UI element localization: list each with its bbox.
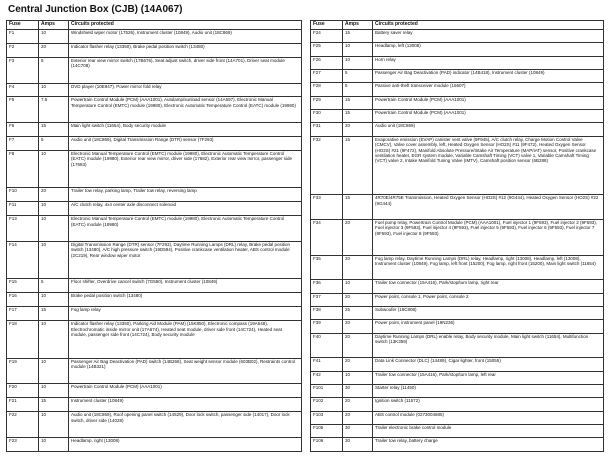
fuse-id: F42 <box>311 371 343 384</box>
fuse-circuits: Windshield wiper motor (17526), Instrument cluster (10849), Audio unit (18C869) <box>69 30 302 44</box>
fuse-id: F25 <box>311 43 343 56</box>
fuse-row <box>311 136 604 194</box>
fuse-row <box>7 43 302 57</box>
fuse-amps: 15 <box>343 110 373 123</box>
fuse-id: F106 <box>311 438 343 452</box>
fuse-row <box>311 320 604 333</box>
fuse-id: F29 <box>311 96 343 109</box>
fuse-amps: 20 <box>343 219 373 255</box>
fuse-circuits: Powertrain Control Module (PCM) (AAA1001) <box>373 110 604 123</box>
fuse-circuits: Horn relay <box>373 56 604 69</box>
header-circuits: Circuits protected <box>69 21 302 30</box>
fuse-row <box>311 425 604 438</box>
fuse-id: F2 <box>7 43 39 57</box>
fuse-id: F103 <box>311 411 343 424</box>
fuse-table-left <box>6 20 302 452</box>
fuse-id: F18 <box>7 321 39 358</box>
fuse-row <box>311 219 604 255</box>
fuse-circuits: Floor shifter, Overdrive cancel switch (7G550), Instrument cluster (10849) <box>69 279 302 293</box>
fuse-circuits: Audio unit (18C869) <box>373 123 604 136</box>
fuse-id: F23 <box>7 437 39 451</box>
fuse-circuits: Main light switch (11654), Body security module <box>69 123 302 137</box>
fuse-circuits: Headlamp, right (13008) <box>69 437 302 451</box>
fuse-row <box>7 398 302 412</box>
fuse-amps: 30 <box>343 438 373 452</box>
fuse-amps: 10 <box>39 216 69 242</box>
fuse-row <box>311 398 604 411</box>
fuse-circuits: Trailer electronic brake control module <box>373 425 604 438</box>
fuse-row <box>7 358 302 384</box>
fuse-id: F15 <box>7 279 39 293</box>
fuse-circuits: Indicator flasher relay (13350), Brake pedal position switch (13480) <box>69 43 302 57</box>
fuse-amps: 20 <box>343 358 373 371</box>
fuse-id: F37 <box>311 293 343 306</box>
fuse-amps: 10 <box>39 241 69 278</box>
fuse-id: F102 <box>311 398 343 411</box>
fuse-row <box>311 411 604 424</box>
fuse-amps: 10 <box>39 150 69 187</box>
fuse-row <box>7 123 302 137</box>
fuse-amps: 10 <box>39 83 69 97</box>
fuse-row <box>7 384 302 398</box>
fuse-circuits: Trailer tow relay, parking lamp, Trailer tow relay, reversing lamp <box>69 188 302 202</box>
fuse-row <box>7 97 302 123</box>
fuse-amps: 20 <box>343 255 373 280</box>
fuse-id: F26 <box>311 56 343 69</box>
header-amps: Amps <box>39 21 69 30</box>
fuse-id: F33 <box>311 195 343 220</box>
fuse-amps: 5 <box>343 70 373 83</box>
fuse-circuits: Power point, instrument panel (19N236) <box>373 320 604 333</box>
fuse-amps: 25 <box>343 307 373 320</box>
fuse-row <box>7 279 302 293</box>
fuse-row <box>7 321 302 358</box>
fuse-amps: 20 <box>39 188 69 202</box>
fuse-amps: 10 <box>39 321 69 358</box>
fuse-row <box>311 70 604 83</box>
fuse-row <box>7 30 302 44</box>
fuse-row <box>7 150 302 187</box>
fuse-id: F32 <box>311 136 343 194</box>
fuse-amps: 7.5 <box>39 97 69 123</box>
fuse-amps: 20 <box>343 293 373 306</box>
fuse-row <box>311 110 604 123</box>
page-title: Central Junction Box (CJB) (14A067) <box>8 4 183 15</box>
fuse-id: F10 <box>7 188 39 202</box>
fuse-id: F19 <box>7 358 39 384</box>
fuse-table-right <box>310 20 604 452</box>
fuse-row <box>7 437 302 451</box>
fuse-circuits: Trailer tow connector (15A416), Park/stop/turn lamp, left rear <box>373 371 604 384</box>
fuse-id: F34 <box>311 219 343 255</box>
fuse-id: F8 <box>7 150 39 187</box>
fuse-amps: 15 <box>39 398 69 412</box>
fuse-amps: 20 <box>343 333 373 358</box>
fuse-row <box>311 96 604 109</box>
fuse-id: F3 <box>7 57 39 83</box>
fuse-amps: 15 <box>343 96 373 109</box>
fuse-circuits: Powertrain Control Module (PCM) (AAA1001) <box>373 96 604 109</box>
fuse-amps: 10 <box>39 202 69 216</box>
fuse-amps: 10 <box>39 358 69 384</box>
fuse-circuits: Electronic Manual Temperature Control (EMTC) module (19980), Electronic Automatic Temperature Control (EATC) module (19980) <box>69 216 302 242</box>
fuse-row <box>311 195 604 220</box>
fuse-id: F105 <box>311 425 343 438</box>
fuse-id: F14 <box>7 241 39 278</box>
fuse-row <box>7 83 302 97</box>
fuse-amps: 30 <box>343 425 373 438</box>
fuse-amps: 30 <box>343 385 373 398</box>
header-fuse: Fuse <box>7 21 39 30</box>
fuse-id: F16 <box>7 293 39 307</box>
fuse-row <box>7 202 302 216</box>
fuse-row <box>311 438 604 452</box>
fuse-row <box>311 307 604 320</box>
fuse-amps: 5 <box>39 57 69 83</box>
fuse-row <box>311 255 604 280</box>
fuse-circuits: ABS control module (0273004685) <box>373 411 604 424</box>
fuse-id: F20 <box>7 384 39 398</box>
fuse-circuits: DVD player (10E947), Power mirror fold relay <box>69 83 302 97</box>
fuse-circuits: Fuel pump relay, Powertrain Control Module (PCM) (AAA1001), Fuel injector 1 (9F593), Fuel injector 2 (9F593), Fuel injector 3 (9F593), Fuel injector 4 (9F593), Fuel injector 5 (9F593), Fuel injector 6 (9F593), Fuel injector 7 (9F593), Fuel injector 8 (9F593) <box>373 219 604 255</box>
fuse-id: F41 <box>311 358 343 371</box>
fuse-circuits: Powertrain Control Module (PCM) (AAA1001), Autolamp/sunload sensor (14A597), Electronic Manual Temperature Control (EMTC) module (19980), Electronic Automatic Temperature Control (EATC) module (19980) <box>69 97 302 123</box>
fuse-row <box>7 241 302 278</box>
fuse-amps: 5 <box>39 279 69 293</box>
fuse-rows-left <box>7 30 302 452</box>
fuse-row <box>311 280 604 293</box>
fuse-circuits: Passenger Air Bag Deactivation (PAD) switch (14B268), Seat weight sensor module (603B02), Restraints control module (14B321) <box>69 358 302 384</box>
fuse-circuits: Power point, console 1, Power point, console 2 <box>373 293 604 306</box>
header-amps: Amps <box>343 21 373 30</box>
fuse-circuits: Starter relay (11450) <box>373 385 604 398</box>
fuse-amps: 20 <box>343 411 373 424</box>
fuse-circuits: Fog lamp relay, Daytime Running Lamps (DRL) relay, Headlamp, right (13008), Headlamp, left (13008), Instrument cluster (10849), Fog lamp, left front (15200), Fog lamp, right front (15200), Main light switch (11654) <box>373 255 604 280</box>
fuse-id: F6 <box>7 123 39 137</box>
fuse-amps: 10 <box>343 371 373 384</box>
fuse-circuits: Electronic Manual Temperature Control (EMTC) module (19980), Electronic Automatic Temperature Control (EATC) module (19980), Exterior rear view mirror, driver side (17682), Exterior rear view mirror, passenger side (17683) <box>69 150 302 187</box>
fuse-id: F22 <box>7 412 39 438</box>
fuse-amps: 5 <box>343 83 373 96</box>
fuse-circuits: Fog lamp relay <box>69 307 302 321</box>
fuse-circuits: Passenger Air Bag Deactivation (PAD) indicator (14B418), Instrument cluster (10849) <box>373 70 604 83</box>
fuse-id: F101 <box>311 385 343 398</box>
fuse-row <box>7 216 302 242</box>
fuse-row <box>311 83 604 96</box>
fuse-amps: 15 <box>343 195 373 220</box>
fuse-row <box>311 371 604 384</box>
fuse-amps: 10 <box>39 384 69 398</box>
fuse-circuits: Evaporative emission (EVAP) canister vent valve (9F945), A/C clutch relay, Charge Motion Control Valve (CMCV), Valve cover assembly, left, Heated Oxygen Sensor (HO2S) #11 (9F472), Heated Oxygen Sensor (HO2S) #21 (9F472), Manifold Absolute Pressure/Intake Air Temperature (MAP/IAT) sensor, Positive crankcase ventilation heater, EGR system module, Variable Camshaft Timing (VCT) valve 1, Variable Camshaft Timing (VCT) valve 2, Intake Manifold Tuning Valve (IMTV), Camshaft position sensor (6B288) <box>373 136 604 194</box>
fuse-circuits: Instrument cluster (10849) <box>69 398 302 412</box>
fuse-amps: 20 <box>343 123 373 136</box>
fuse-circuits: Audio unit (18C869), Roof opening panel switch (14529), Door lock switch, passenger side (14017), Door lock switch, driver side (14028) <box>69 412 302 438</box>
fuse-circuits: Digital Transmission Range (DTR) sensor (7F293), Daytime Running Lamps (DRL) relay, Brake pedal position switch (13480), A/C high pressure switch (19D594), Positive crankcase ventilation heater, ABS control module (2C219), Rear window wiper motor <box>69 241 302 278</box>
fuse-amps: 20 <box>39 43 69 57</box>
fuse-amps: 5 <box>39 137 69 151</box>
fuse-row <box>7 57 302 83</box>
fuse-id: F4 <box>7 83 39 97</box>
fuse-row <box>7 293 302 307</box>
header-fuse: Fuse <box>311 21 343 30</box>
fuse-circuits: Trailer tow connector (15A416), Park/stop/turn lamp, right rear <box>373 280 604 293</box>
fuse-row <box>7 137 302 151</box>
fuse-amps: 15 <box>343 30 373 43</box>
fuse-circuits: Passive anti-theft transceiver module (15607) <box>373 83 604 96</box>
fuse-row <box>311 56 604 69</box>
fuse-id: F27 <box>311 70 343 83</box>
fuse-row <box>311 30 604 43</box>
fuse-circuits: Exterior rear view mirror switch (17B676), Seat adjust switch, driver side front (14A701), Driver seat module (14C708) <box>69 57 302 83</box>
fuse-id: F30 <box>311 110 343 123</box>
fuse-amps: 10 <box>343 56 373 69</box>
fuse-circuits: Brake pedal position switch (13480) <box>69 293 302 307</box>
fuse-id: F1 <box>7 30 39 44</box>
fuse-circuits: A/C clutch relay, 4x4 center axle disconnect solenoid <box>69 202 302 216</box>
fuse-row <box>311 333 604 358</box>
fuse-id: F5 <box>7 97 39 123</box>
fuse-row <box>7 188 302 202</box>
fuse-id: F39 <box>311 320 343 333</box>
fuse-id: F35 <box>311 255 343 280</box>
fuse-row <box>7 412 302 438</box>
fuse-amps: 20 <box>343 398 373 411</box>
fuse-row <box>311 293 604 306</box>
fuse-amps: 10 <box>343 43 373 56</box>
fuse-id: F24 <box>311 30 343 43</box>
fuse-circuits: Daytime Running Lamps (DRL) enable relay, Body security module, Main light switch (11654), Multifunction switch (13K359) <box>373 333 604 358</box>
fuse-amps: 10 <box>39 293 69 307</box>
fuse-circuits: 4R70E/4R75E Transmission, Heated Oxygen Sensor (HO2S) #12 (9G444), Heated Oxygen Sensor (HO2S) #22 (9G444) <box>373 195 604 220</box>
fuse-amps: 20 <box>343 320 373 333</box>
fuse-amps: 15 <box>39 123 69 137</box>
fuse-circuits: Indicator flasher relay (13350), Parking Aid Module (PAM) (15K850), Electronic compass (19A548), Electrochromatic inside mirror unit (17A674), Heated seat module, driver side front (14C724), Heated seat module, passenger side front (14C724), Body security module <box>69 321 302 358</box>
fuse-amps: 10 <box>343 280 373 293</box>
fuse-circuits: Powertrain Control Module (PCM) (AAA1001) <box>69 384 302 398</box>
fuse-id: F11 <box>7 202 39 216</box>
fuse-amps: 15 <box>343 136 373 194</box>
table-header-row <box>7 21 302 30</box>
fuse-id: F40 <box>311 333 343 358</box>
fuse-row <box>7 307 302 321</box>
fuse-circuits: Subwoofer (18C808) <box>373 307 604 320</box>
fuse-amps: 15 <box>39 307 69 321</box>
fuse-id: F13 <box>7 216 39 242</box>
fuse-circuits: Trailer tow relay, battery charge <box>373 438 604 452</box>
fuse-row <box>311 385 604 398</box>
header-circuits: Circuits protected <box>373 21 604 30</box>
fuse-row <box>311 43 604 56</box>
fuse-id: F38 <box>311 307 343 320</box>
fuse-id: F36 <box>311 280 343 293</box>
fuse-id: F28 <box>311 83 343 96</box>
fuse-amps: 10 <box>39 30 69 44</box>
fuse-id: F21 <box>7 398 39 412</box>
fuse-circuits: Data Link Connector (DLC) (14489), Cigar lighter, front (15055) <box>373 358 604 371</box>
fuse-id: F7 <box>7 137 39 151</box>
fuse-rows-right <box>311 30 604 452</box>
fuse-id: F17 <box>7 307 39 321</box>
fuse-row <box>311 358 604 371</box>
fuse-circuits: Ignition switch (11572) <box>373 398 604 411</box>
fuse-row <box>311 123 604 136</box>
fuse-id: F31 <box>311 123 343 136</box>
fuse-circuits: Battery saver relay <box>373 30 604 43</box>
fuse-amps: 10 <box>39 412 69 438</box>
fuse-amps: 10 <box>39 437 69 451</box>
table-header-row <box>311 21 604 30</box>
fuse-circuits: Headlamp, left (13008) <box>373 43 604 56</box>
fuse-circuits: Audio unit (18C869), Digital Transmission Range (DTR) sensor (7F293) <box>69 137 302 151</box>
